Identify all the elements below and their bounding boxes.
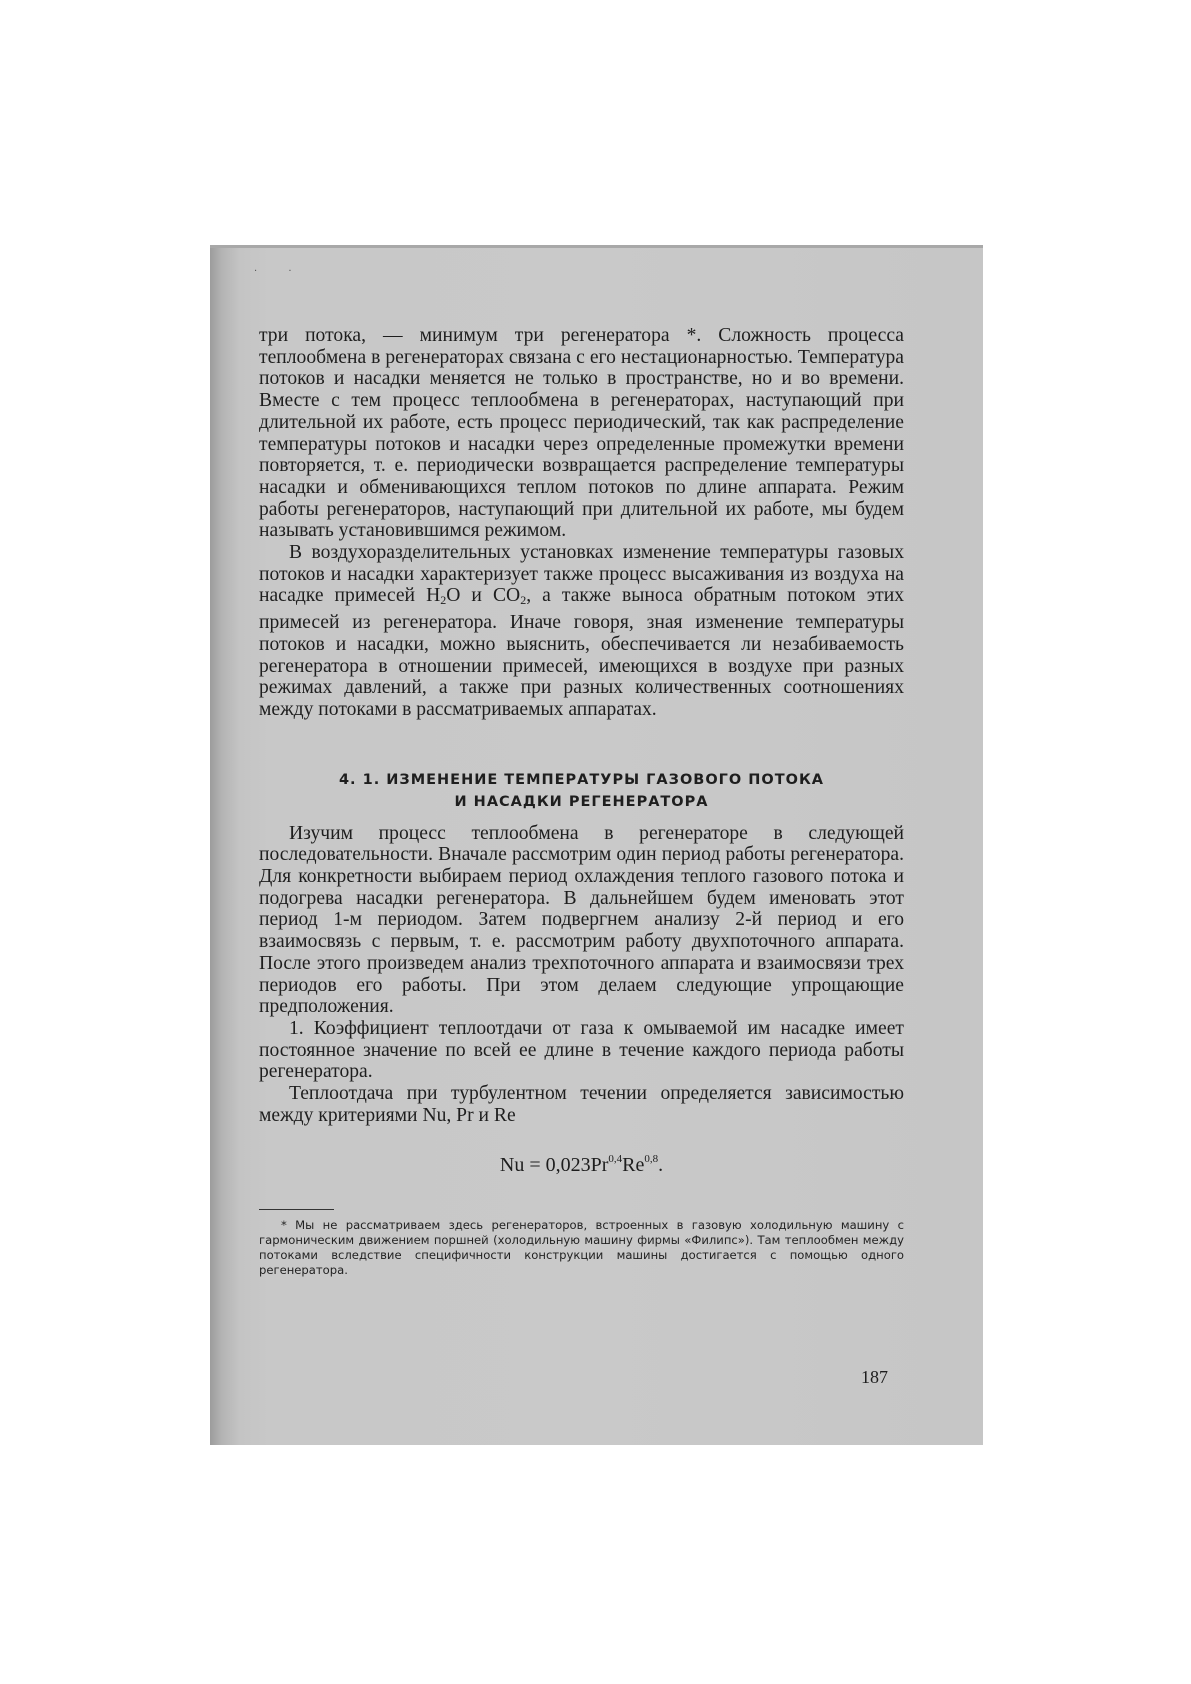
section-heading	[259, 769, 904, 813]
scanned-page	[210, 245, 983, 1445]
nusselt-formula	[259, 1147, 904, 1177]
paragraph-2	[259, 542, 904, 721]
formula-mid: Re	[622, 1153, 645, 1176]
page-edge	[210, 245, 983, 248]
paragraph-4: 1. Коэффициент теплоотдачи от газа к омываемой им насадке имеет постоянное значение по всей ее длине в течение каждого периода работы регенератора.	[259, 1017, 904, 1083]
formula-end: .	[658, 1153, 664, 1176]
scan-specks: . .	[254, 263, 306, 274]
paragraph-5: Теплоотдача при турбулентном течении определяется зависимостью между критериями Nu, Pr и Re	[259, 1083, 904, 1126]
co2-subscript: 2	[520, 593, 527, 608]
footnote: * Мы не рассматриваем здесь регенераторов, встроенных в газовую холодильную машину с гармоническим движением поршней (холодильную машину фирмы «Филипс»). Там теплообмен между потоками вследствие специфичности конструкции машины достигается с помощью одного регенератора.	[259, 1217, 904, 1277]
footnote-rule	[259, 1209, 334, 1210]
paragraph-3: Изучим процесс теплообмена в регенераторе в следующей последовательности. Вначале рассмотрим один период работы регенератора. Для конкретности выбираем период охлаждения теплого газового потока и подогрева насадки регенератора. В дальнейшем будем именовать этот период 1-м периодом. Затем подвергнем анализу 2-й период и его взаимосвязь с первым, т. е. рассмотрим работу двухпоточного аппарата. После этого произведем анализ трехпоточного аппарата и взаимосвязи трех периодов его работы. При этом делаем следующие упрощающие предположения.	[259, 822, 904, 1018]
h2o-subscript: 2	[440, 593, 447, 608]
paragraph-2-part-1: В воздухоразделительных установках изменение температуры газовых потоков и насадки характеризует также процесс высаживания из воздуха на насадке примесей H	[259, 542, 904, 607]
formula-exponent-pr: 0,4	[608, 1152, 623, 1165]
section-heading-line-1: 4. 1. ИЗМЕНЕНИЕ ТЕМПЕРАТУРЫ ГАЗОВОГО ПОТОКА	[338, 771, 825, 788]
page-number: 187	[861, 1367, 888, 1387]
formula-exponent-re: 0,8	[644, 1152, 659, 1165]
paragraph-2-part-2: O и CO	[446, 585, 521, 607]
page-content	[259, 325, 904, 1278]
paragraph-1: три потока, — минимум три регенератора *. Сложность процесса теплообмена в регенераторах связана с его нестационарностью. Температура потоков и насадки меняется не только в пространстве, но и во времени. Вместе с тем процесс теплообмена в регенераторах, наступающий при длительной их работе, есть процесс периодический, так как распределение температуры потоков и насадки через определенные промежутки времени повторяется, т. е. периодически возвращается распределение температуры насадки и обменивающихся теплом потоков по длине аппарата. Режим работы регенераторов, наступающий при длительной их работе, мы будем называть установившимся режимом.	[259, 325, 904, 542]
formula-left: Nu = 0,023Pr	[499, 1153, 609, 1176]
paragraph-2-part-3: , а также выноса обратным потоком этих примесей из регенератора. Иначе говоря, зная изменение температуры потоков и насадки, можно выяснить, обеспечивается ли незабиваемость регенератора в отношении примесей, имеющихся в воздухе при разных режимах давлений, а также при разных количественных соотношениях между потоками в рассматриваемых аппаратах.	[259, 585, 905, 720]
section-heading-line-2: И НАСАДКИ РЕГЕНЕРАТОРА	[454, 793, 709, 810]
